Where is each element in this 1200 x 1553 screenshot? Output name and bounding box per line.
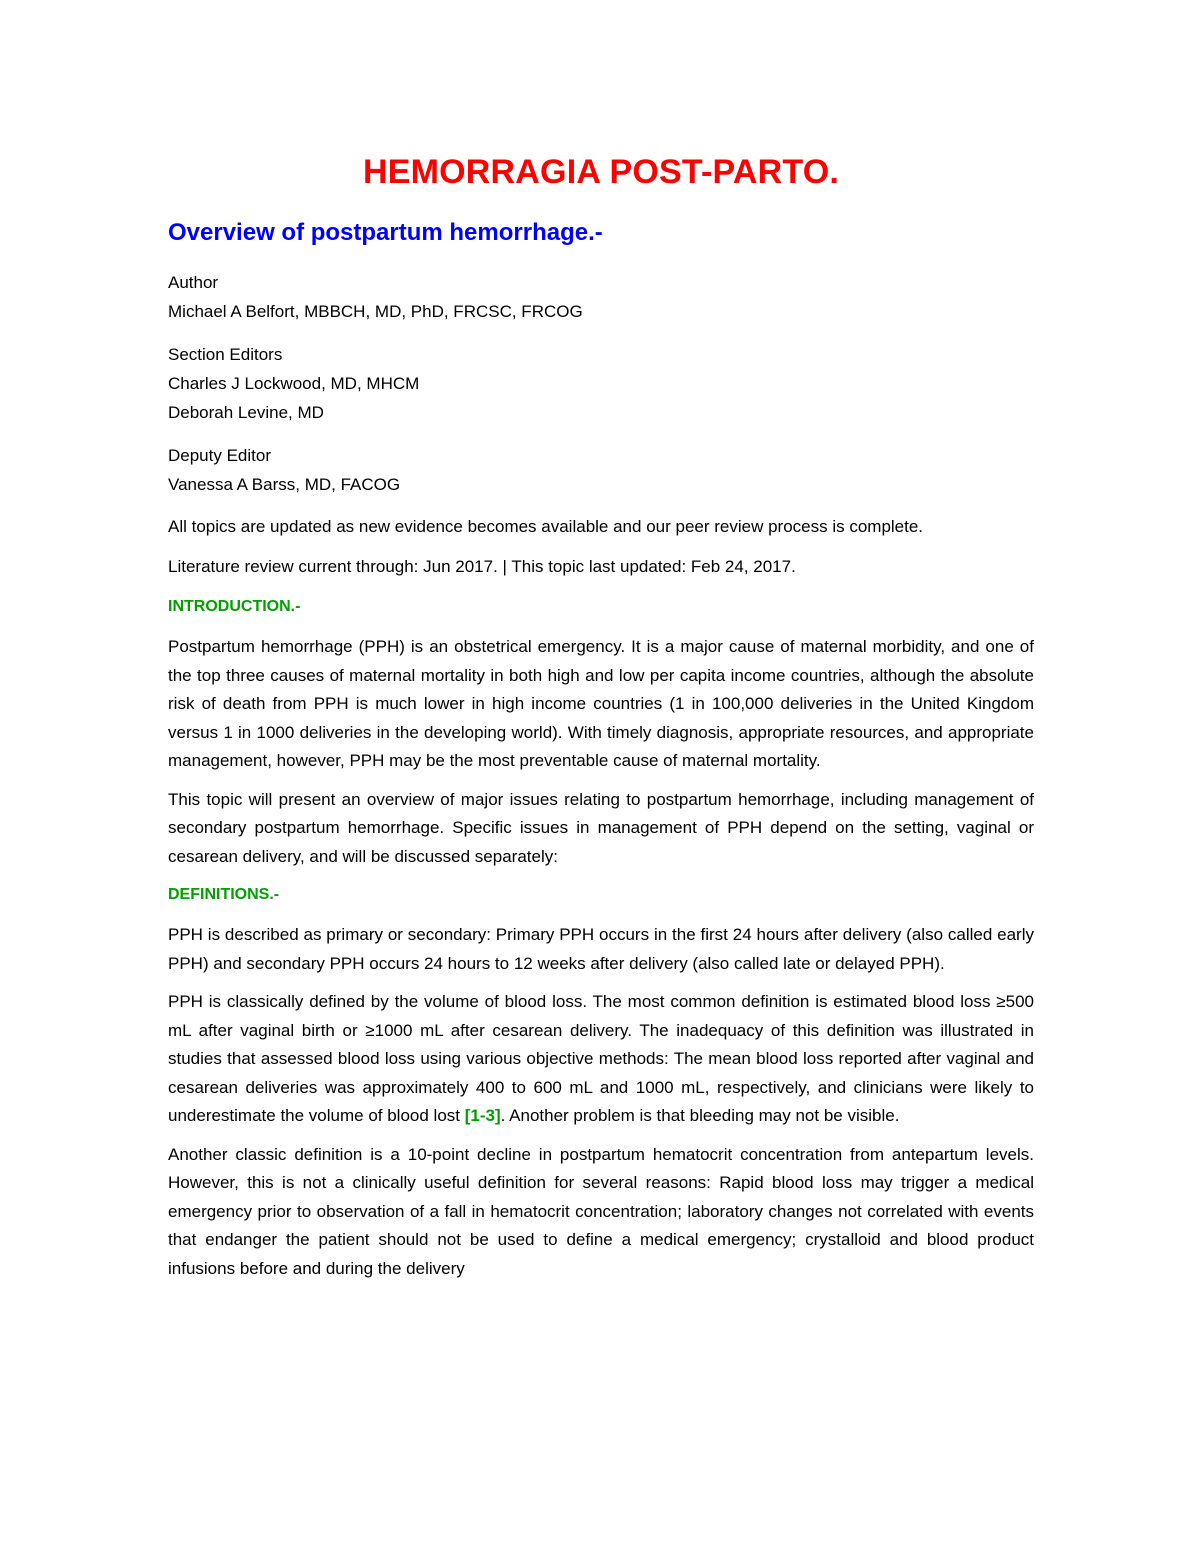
section-editors-block (168, 340, 1034, 427)
deputy-editor-name: Vanessa A Barss, MD, FACOG (168, 475, 401, 494)
update-note: All topics are updated as new evidence becomes available and our peer review process is complete. (168, 517, 924, 536)
deputy-editor-label: Deputy Editor (168, 446, 271, 465)
citation-link[interactable]: [1-3] (464, 1106, 501, 1125)
document-title: HEMORRAGIA POST-PARTO. (362, 153, 840, 191)
section-editor-name: Deborah Levine, MD (168, 403, 324, 422)
section-editors-label: Section Editors (168, 345, 283, 364)
author-block (168, 268, 1034, 326)
section-editor-name: Charles J Lockwood, MD, MHCM (168, 374, 420, 393)
introduction-paragraph: This topic will present an overview of major issues relating to postpartum hemorrhage, including management of secondary postpartum hemorrhage. Specific issues in management of PPH depend on the setting, vaginal or cesarean delivery, and will be discussed separately: (168, 789, 1034, 866)
deputy-editor-block (168, 441, 1034, 499)
definitions-paragraph (168, 988, 1034, 1131)
definitions-heading: DEFINITIONS.- (168, 886, 280, 903)
author-name: Michael A Belfort, MBBCH, MD, PhD, FRCSC, FRCOG (168, 302, 583, 321)
introduction-heading: INTRODUCTION.- (168, 598, 301, 615)
definitions-paragraph-text: . Another problem is that bleeding may not be visible. (500, 1106, 900, 1125)
introduction-paragraph: Postpartum hemorrhage (PPH) is an obstetrical emergency. It is a major cause of maternal morbidity, and one of the top three causes of maternal mortality in both high and low per capita income countries, although the absolute risk of death from PPH is much lower in high income countries (1 in 100,000 deliveries in the United Kingdom versus 1 in 1000 deliveries in the developing world). With timely diagnosis, appropriate resources, and appropriate management, however, PPH may be the most preventable cause of maternal mortality. (168, 637, 1034, 770)
document-subtitle: Overview of postpartum hemorrhage.- (168, 219, 603, 246)
document-page (168, 150, 1034, 1293)
author-label: Author (168, 273, 219, 292)
definitions-paragraph-text: PPH is classically defined by the volume of blood loss. The most common definition is estimated blood loss ≥500 mL after vaginal birth or ≥1000 mL after cesarean delivery. The inadequacy of this definition was illustrated in studies that assessed blood loss using various objective methods: The mean blood loss reported after vaginal and cesarean deliveries was approximately 400 to 600 mL and 1000 mL, respectively, and clinicians were likely to underestimate the volume of blood lost (168, 992, 1034, 1125)
definitions-paragraph: PPH is described as primary or secondary: Primary PPH occurs in the first 24 hours after delivery (also called early PPH) and secondary PPH occurs 24 hours to 12 weeks after delivery (also called late or delayed PPH). (168, 925, 1034, 973)
review-dates: Literature review current through: Jun 2017. | This topic last updated: Feb 24, 2017. (168, 557, 796, 576)
definitions-paragraph: Another classic definition is a 10-point decline in postpartum hematocrit concentration from antepartum levels. However, this is not a clinically useful definition for several reasons: Rapid blood loss may trigger a medical emergency prior to observation of a fall in hematocrit concentration; laboratory changes not correlated with events that endanger the patient should not be used to define a medical emergency; crystalloid and blood product infusions before and during the delivery (168, 1144, 1034, 1278)
